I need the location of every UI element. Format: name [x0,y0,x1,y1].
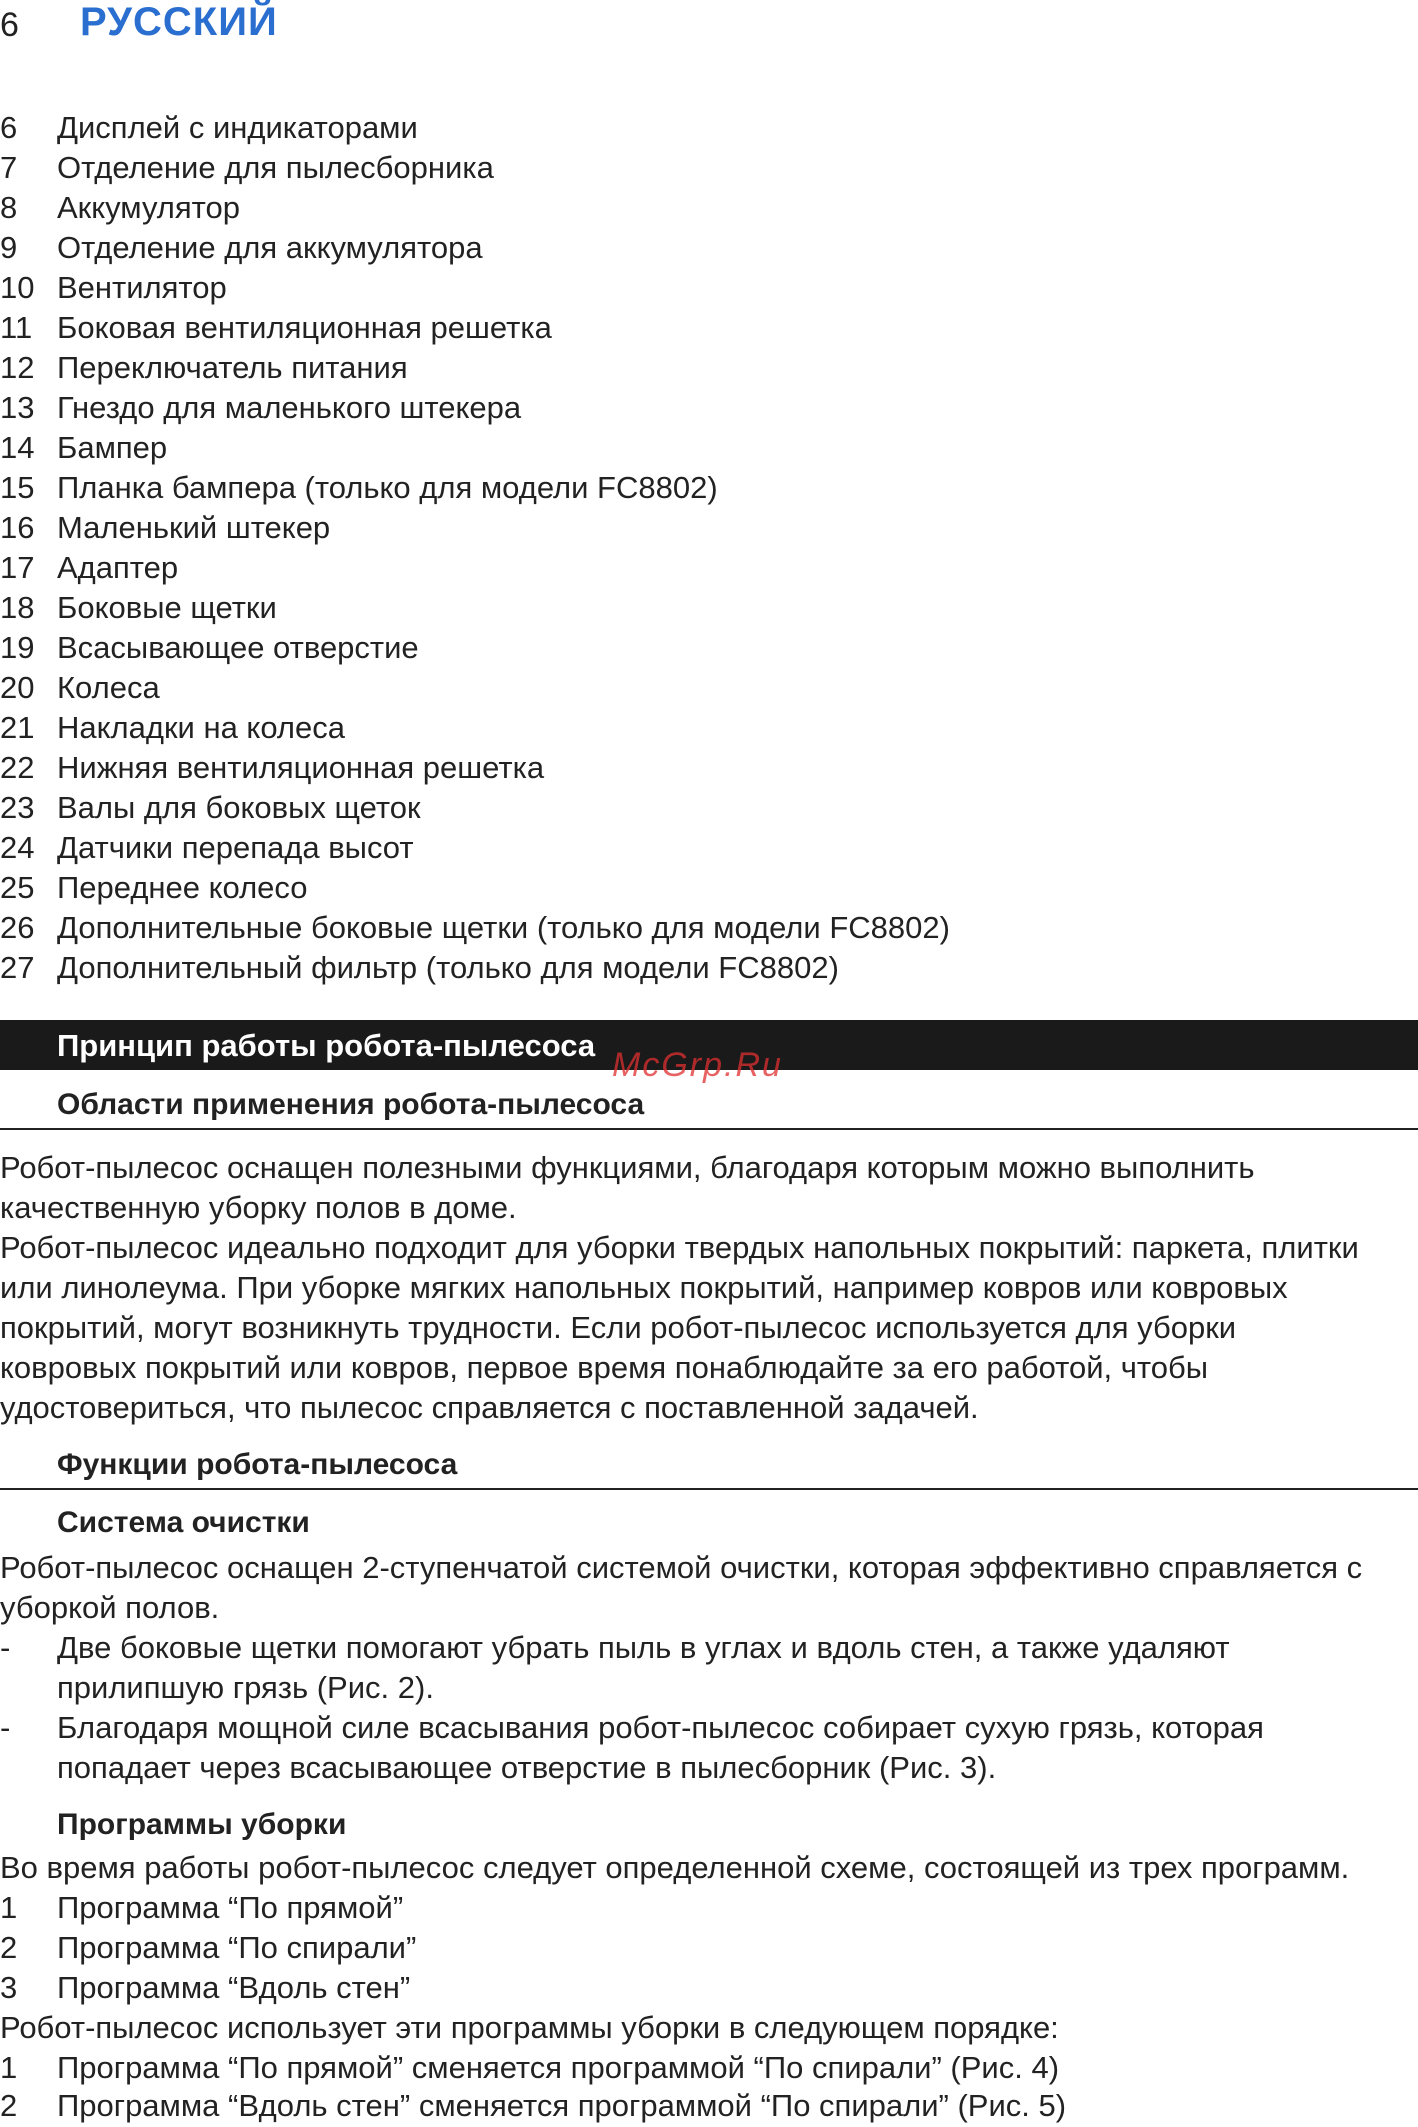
list-item: Программа “По спирали” [57,1930,417,1965]
list-item: Боковые щетки [57,590,277,625]
paragraph-line: Робот-пылесос использует эти программы уборки в следующем порядке: [0,2010,1059,2045]
list-item-number: 8 [0,190,18,225]
bullet-line: попадает через всасывающее отверстие в пылесборник (Рис. 3). [57,1750,997,1785]
list-item-number: 22 [0,750,35,785]
list-item-number: 24 [0,830,35,865]
list-item-number: 14 [0,430,35,465]
list-item-number: 1 [0,2050,18,2085]
list-item-number: 20 [0,670,35,705]
list-item: Переключатель питания [57,350,408,385]
list-item: Переднее колесо [57,870,308,905]
list-item: Отделение для пылесборника [57,150,494,185]
bullet-marker: - [0,1630,11,1665]
page-number: 6 [0,6,19,44]
paragraph-line: уборкой полов. [0,1590,220,1625]
paragraph-line: или линолеума. При уборке мягких напольных покрытий, например ковров или ковровых [0,1270,1288,1305]
watermark: McGrp.Ru [612,1046,783,1084]
list-item: Дисплей с индикаторами [57,110,418,145]
list-item: Программа “По прямой” сменяется программой “По спирали” (Рис. 4) [57,2050,1060,2085]
list-item: Маленький штекер [57,510,331,545]
list-item: Нижняя вентиляционная решетка [57,750,545,785]
list-item: Валы для боковых щеток [57,790,421,825]
list-item-number: 18 [0,590,35,625]
list-item: Программа “Вдоль стен” [57,1970,411,2005]
list-item: Аккумулятор [57,190,240,225]
list-item-number: 19 [0,630,35,665]
list-item: Гнездо для маленького штекера [57,390,522,425]
applications-heading: Области применения робота-пылесоса [57,1088,645,1121]
paragraph-line: удостовериться, что пылесос справляется с поставленной задачей. [0,1390,979,1425]
list-item: Программа “Вдоль стен” сменяется программой “По спирали” (Рис. 5) [57,2088,1067,2123]
list-item: Адаптер [57,550,179,585]
list-item-number: 27 [0,950,35,985]
list-item-number: 11 [0,310,33,345]
list-item-number: 17 [0,550,35,585]
list-item-number: 16 [0,510,35,545]
paragraph-line: ковровых покрытий или ковров, первое время понаблюдайте за его работой, чтобы [0,1350,1209,1385]
list-item-number: 21 [0,710,35,745]
list-item: Колеса [57,670,160,705]
paragraph-line: качественную уборку полов в доме. [0,1190,517,1225]
list-item: Накладки на колеса [57,710,345,745]
section-title: Принцип работы робота-пылесоса [57,1028,596,1063]
paragraph-line: Робот-пылесос оснащен полезными функциями, благодаря которым можно выполнить [0,1150,1255,1185]
list-item: Планка бампера (только для модели FC8802) [57,470,718,505]
list-item-number: 26 [0,910,35,945]
paragraph-line: Во время работы робот-пылесос следует определенной схеме, состоящей из трех программ. [0,1850,1350,1885]
bullet-line: Две боковые щетки помогают убрать пыль в углах и вдоль стен, а также удаляют [57,1630,1230,1665]
list-item-number: 25 [0,870,35,905]
list-item-number: 2 [0,2088,18,2123]
cleaning-system-heading: Система очистки [57,1506,310,1539]
paragraph-line: Робот-пылесос оснащен 2-ступенчатой системой очистки, которая эффективно справляется с [0,1550,1363,1585]
list-item-number: 1 [0,1890,18,1925]
list-item-number: 15 [0,470,35,505]
bullet-line: прилипшую грязь (Рис. 2). [57,1670,434,1705]
list-item-number: 3 [0,1970,18,2005]
list-item-number: 13 [0,390,35,425]
list-item: Отделение для аккумулятора [57,230,483,265]
list-item: Дополнительный фильтр (только для модели FC8802) [57,950,839,985]
bullet-marker: - [0,1710,11,1745]
language-heading: РУССКИЙ [80,0,278,44]
list-item: Всасывающее отверстие [57,630,419,665]
list-item-number: 12 [0,350,35,385]
list-item-number: 10 [0,270,35,305]
list-item-number: 7 [0,150,18,185]
list-item: Датчики перепада высот [57,830,414,865]
list-item: Бампер [57,430,168,465]
programs-heading: Программы уборки [57,1808,347,1841]
paragraph-line: Робот-пылесос идеально подходит для уборки твердых напольных покрытий: паркета, плитки [0,1230,1359,1265]
paragraph-line: покрытий, могут возникнуть трудности. Если робот-пылесос используется для уборки [0,1310,1237,1345]
list-item-number: 6 [0,110,18,145]
list-item: Боковая вентиляционная решетка [57,310,552,345]
list-item: Дополнительные боковые щетки (только для модели FC8802) [57,910,950,945]
list-item: Вентилятор [57,270,227,305]
list-item-number: 9 [0,230,18,265]
list-item-number: 2 [0,1930,18,1965]
bullet-line: Благодаря мощной силе всасывания робот-пылесос собирает сухую грязь, которая [57,1710,1264,1745]
list-item-number: 23 [0,790,35,825]
divider [0,1488,1418,1490]
list-item: Программа “По прямой” [57,1890,404,1925]
functions-heading: Функции робота-пылесоса [57,1448,458,1481]
divider [0,1128,1418,1130]
